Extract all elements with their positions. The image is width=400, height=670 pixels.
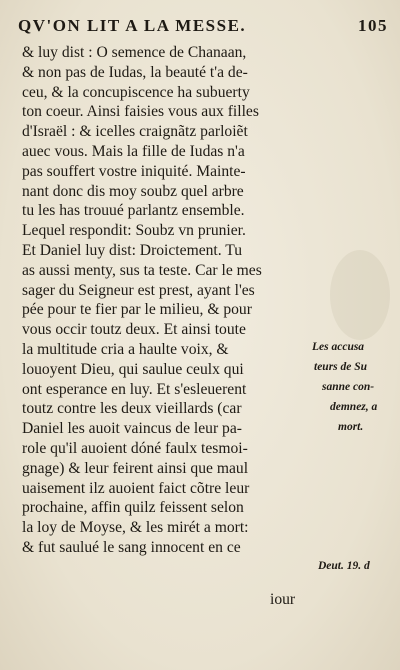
text-line: Lequel respondit: Soubz vn prunier. — [22, 222, 246, 240]
text-line: pée pour te fier par le milieu, & pour — [22, 301, 252, 319]
text-line: ceu, & la concupiscence ha subuerty — [22, 83, 250, 101]
margin-note: demnez, a — [330, 401, 378, 413]
text-line: louoyent Dieu, qui saulue ceulx qui — [22, 360, 244, 378]
text-line: Daniel les auoit vaincus de leur pa- — [22, 420, 242, 438]
text-line: as aussi menty, sus ta teste. Car le mes — [22, 261, 262, 279]
text-line: nant donc dis moy soubz quel arbre — [22, 182, 244, 200]
text-line: toutz contre les deux vieillards (car — [22, 400, 242, 418]
margin-note: Deut. 19. d — [318, 560, 370, 572]
text-line: ont esperance en luy. Et s'esleuerent — [22, 380, 247, 398]
text-line: d'Israël : & icelles craignãtz parloiẽt — [22, 123, 248, 141]
catchword: iour — [270, 591, 296, 608]
text-line: uaisement ilz auoient faict cõtre leur — [22, 479, 250, 497]
text-line: & non pas de Iudas, la beauté t'a de- — [22, 63, 248, 81]
text-line: & fut saulué le sang innocent en ce — [22, 538, 241, 556]
page-number: 105 — [358, 16, 388, 35]
margin-note: mort. — [338, 421, 364, 433]
margin-note: Les accusa — [312, 341, 365, 353]
text-line: gnage) & leur feirent ainsi que maul — [22, 459, 249, 477]
text-line: auec vous. Mais la fille de Iudas n'a — [22, 142, 245, 160]
running-title: QV'ON LIT A LA MESSE. — [18, 16, 247, 35]
text-line: & luy dist : O semence de Chanaan, — [22, 44, 247, 61]
text-line: sager du Seigneur est prest, ayant l'es — [22, 281, 255, 299]
text-line: la multitude cria a haulte voix, & — [22, 340, 229, 358]
text-line: la loy de Moyse, & les mirét a mort: — [22, 519, 249, 537]
paper-stain — [330, 250, 390, 340]
margin-note: teurs de Su — [314, 361, 368, 373]
text-line: tu les has trouué parlantz ensemble. — [22, 202, 245, 220]
text-line: Et Daniel luy dist: Droictement. Tu — [22, 241, 243, 259]
text-line: vous occir toutz deux. Et ainsi toute — [22, 321, 246, 339]
margin-note: sanne con- — [322, 381, 375, 393]
text-line: pas souffert vostre iniquité. Mainte- — [22, 162, 246, 180]
text-line: prochaine, affin quilz feissent selon — [22, 499, 244, 517]
running-header — [18, 16, 388, 42]
text-line: role qu'il auoient dóné faulx tesmoi- — [22, 439, 248, 457]
text-line: ton coeur. Ainsi faisies vous aux filles — [22, 103, 259, 121]
main-text-block — [22, 43, 318, 558]
